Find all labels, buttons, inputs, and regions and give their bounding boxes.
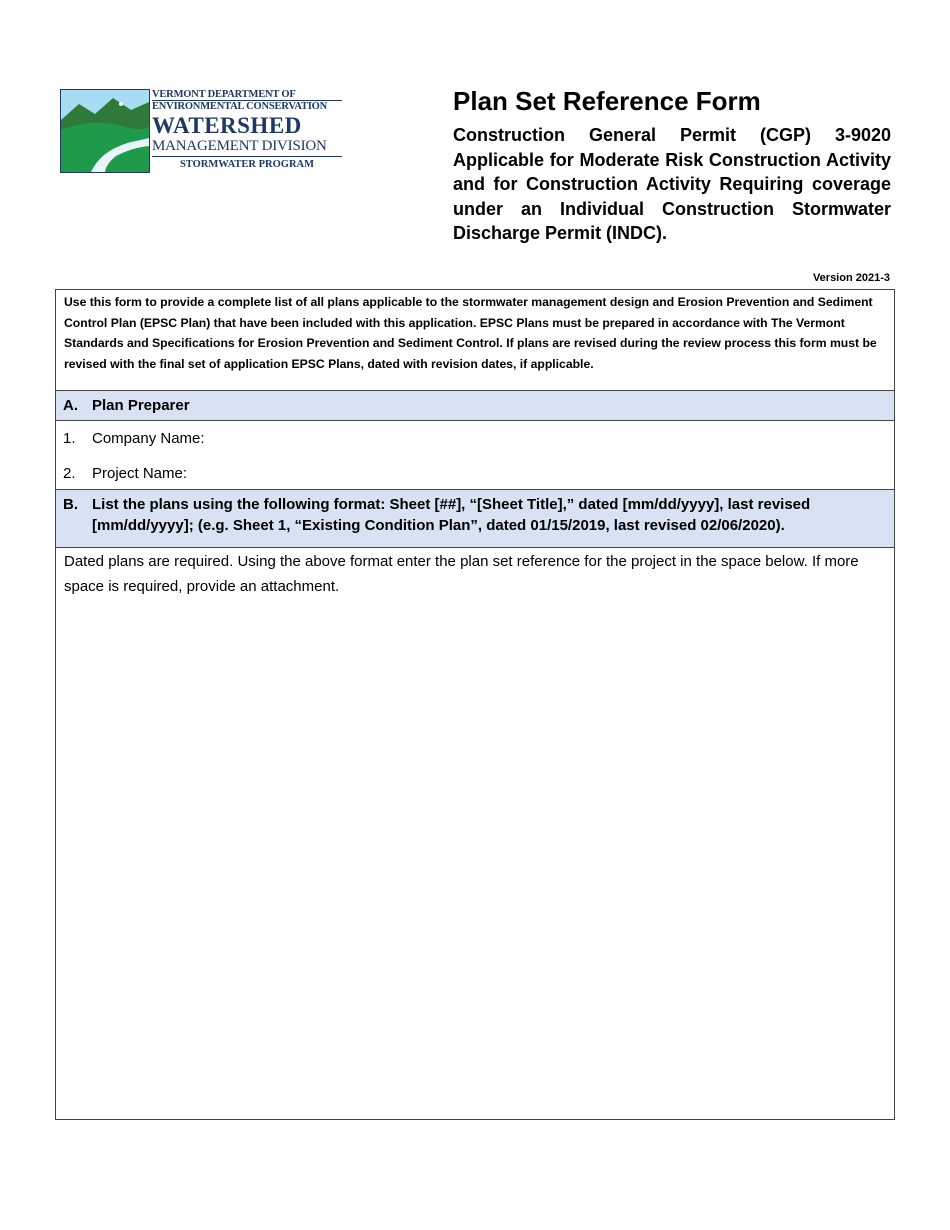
plan-set-form [55,289,895,1120]
section-b-header [56,490,894,548]
logo-wordmark [152,89,342,171]
field-number: 2. [63,465,76,482]
landscape-graphic [61,90,149,172]
logo-line-conservation: ENVIRONMENTAL CONSERVATION [152,101,328,112]
logo-line-division: MANAGEMENT DIVISION [152,138,327,154]
logo-line-program: STORMWATER PROGRAM [152,156,342,171]
logo-line-department: VERMONT DEPARTMENT OF [152,89,342,101]
project-name-label: Project Name: [92,465,188,482]
section-a-fields [56,421,894,490]
project-name-field[interactable] [56,456,894,491]
section-a-letter: A. [63,397,78,414]
logo-line-watershed: WATERSHED [152,113,302,138]
plan-list-area[interactable] [56,548,894,599]
page-title: Plan Set Reference Form [453,86,761,116]
section-a-title: Plan Preparer [92,397,190,414]
page-subtitle: Construction General Permit (CGP) 3-9020 Applicable for Moderate Risk Construction Activity and for Construction Activity Requiring coverage under an Individual Construction Stormwater Discharge Permit (INDC). [453,125,891,244]
company-name-field[interactable] [56,421,894,456]
section-a-header [56,391,894,421]
landscape-icon [60,89,150,173]
version-label: Version 2021-3 [812,272,890,284]
company-name-label: Company Name: [92,430,205,447]
form-instructions: Use this form to provide a complete list of all plans applicable to the stormwater management design and Erosion Prevention and Sediment Control Plan (EPSC Plan) that have been included with this application. EPSC Plans must be prepared in accordance with The Vermont Standards and Specifications for Erosion Prevention and Sediment Control. If plans are revised during the review process this form must be revised with the final set of application EPSC Plans, dated with revision dates, if applicable. [56,290,894,391]
agency-logo [60,89,342,173]
field-number: 1. [63,430,76,447]
plan-list-instructions: Dated plans are required. Using the above format enter the plan set reference for the project in the space below. If more space is required, provide an attachment. [64,553,859,595]
section-b-title: List the plans using the following format: Sheet [##], “[Sheet Title],” dated [mm/dd/yyyy], last revised [mm/dd/yyyy]; (e.g. Sheet 1, “Existing Condition Plan”, dated 01/15/2019, last revised 02/06/2020). [92,496,811,534]
section-b-letter: B. [63,496,78,513]
